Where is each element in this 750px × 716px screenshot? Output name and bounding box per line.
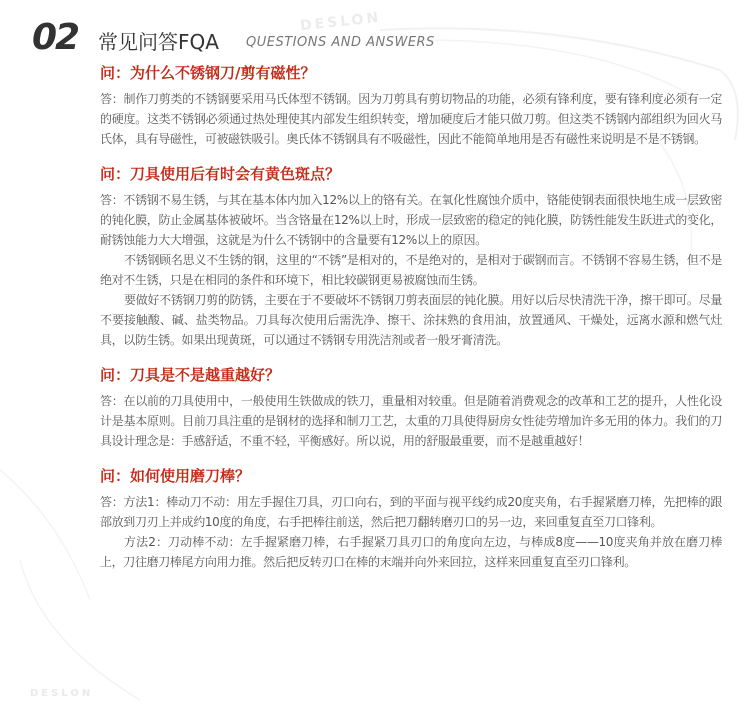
faq-item [100,364,722,451]
faq-answer [100,190,722,350]
section-title-cn: 常见问答FQA [98,30,219,54]
answer-label: 答： [100,193,124,207]
answer-label: 答： [100,394,124,408]
faq-question: 问：如何使用磨刀棒？ [100,467,251,485]
faq-question: 问：刀具使用后有时会有黄色斑点？ [100,165,341,183]
answer-text: 不锈钢不易生锈，与其在基本体内加入12%以上的铬有关。在氧化性腐蚀介质中，铬能使钢表面很快地生成一层致密的钝化膜，防止金属基体被破坏。当含铬量在12%以上时，形成一层致密的稳定的钝化膜，防锈性能发生跃进式的变化，耐锈蚀能力大大增强，这就是为什么不锈钢中的含量要有12%以上的原因。 [100,193,722,247]
faq-question: 问：为什么不锈钢刀/剪有磁性？ [100,64,316,82]
faq-answer [100,492,722,572]
watermark-logo-top: DESLON [299,9,382,35]
answer-text: 方法1：棒动刀不动：用左手握住刀具，刃口向右，到的平面与视平线约成20度夹角，右手握紧磨刀棒，先把棒的跟部放到刀刃上并成约10度的角度，右手把棒往前送，然后把刀翻转磨刃口的另一边，来回重复直至刀口锋利。 [100,495,722,529]
faq-question: 问：刀具是不是越重越好？ [100,366,281,384]
faq-item [100,62,722,149]
answer-label: 答： [100,495,124,509]
section-header [32,16,722,64]
answer-text: 不锈钢顾名思义不生锈的钢，这里的“不锈”是相对的，不是绝对的，是相对于碳钢而言。不锈钢不容易生锈，但不是绝对不生锈，只是在相同的条件和环境下，相比较碳钢更易被腐蚀而生锈。 [100,253,722,287]
faq-item [100,465,722,572]
answer-text: 在以前的刀具使用中，一般使用生铁做成的铁刀，重量相对较重。但是随着消费观念的改革和工艺的提升，人性化设计是基本原则。目前刀具注重的是钢材的选择和制刀工艺，太重的刀具使得厨房女性徒劳增加许多无用的体力。我们的刀具设计理念是：手感舒适，不重不轻，平衡感好。所以说，用的舒服最重要，而不是越重越好！ [100,394,722,448]
watermark-logo-bottom: DESLON [30,688,94,699]
section-number: 02 [32,17,79,58]
answer-text: 制作刀剪类的不锈钢要采用马氏体型不锈钢。因为刀剪具有剪切物品的功能，必须有锋利度，要有锋利度必须有一定的硬度。这类不锈钢必须通过热处理使其内部发生组织转变，增加硬度后才能只做刀剪。但这类不锈钢内部组织为回火马氏体，具有导磁性，可被磁铁吸引。奥氏体不锈钢具有不吸磁性，因此不能简单地用是否有磁性来说明是不是不锈钢。 [100,92,722,146]
answer-label: 答： [100,92,124,106]
faq-answer [100,391,722,451]
faq-item [100,163,722,350]
answer-text: 方法2：刀动棒不动：左手握紧磨刀棒，右手握紧刀具刃口的角度向左边，与棒成8度——10度夹角并放在磨刀棒上，刀往磨刀棒尾方向用力推。然后把反转刃口在棒的末端并向外来回拉，这样来回重复直至刃口锋利。 [100,535,722,569]
answer-text: 要做好不锈钢刀剪的防锈，主要在于不要破坏不锈钢刀剪表面层的钝化膜。用好以后尽快清洗干净，擦干即可。尽量不要接触酸、碱、盐类物品。刀具每次使用后需洗净、擦干、涂抹熟的食用油，放置通风、干燥处，远离水源和燃气灶具，以防生锈。如果出现黄斑，可以通过不锈钢专用洗洁剂或者一般牙膏清洗。 [100,293,722,347]
faq-list [100,62,722,572]
faq-answer [100,89,722,149]
section-title-en: QUESTIONS AND ANSWERS [246,35,435,50]
